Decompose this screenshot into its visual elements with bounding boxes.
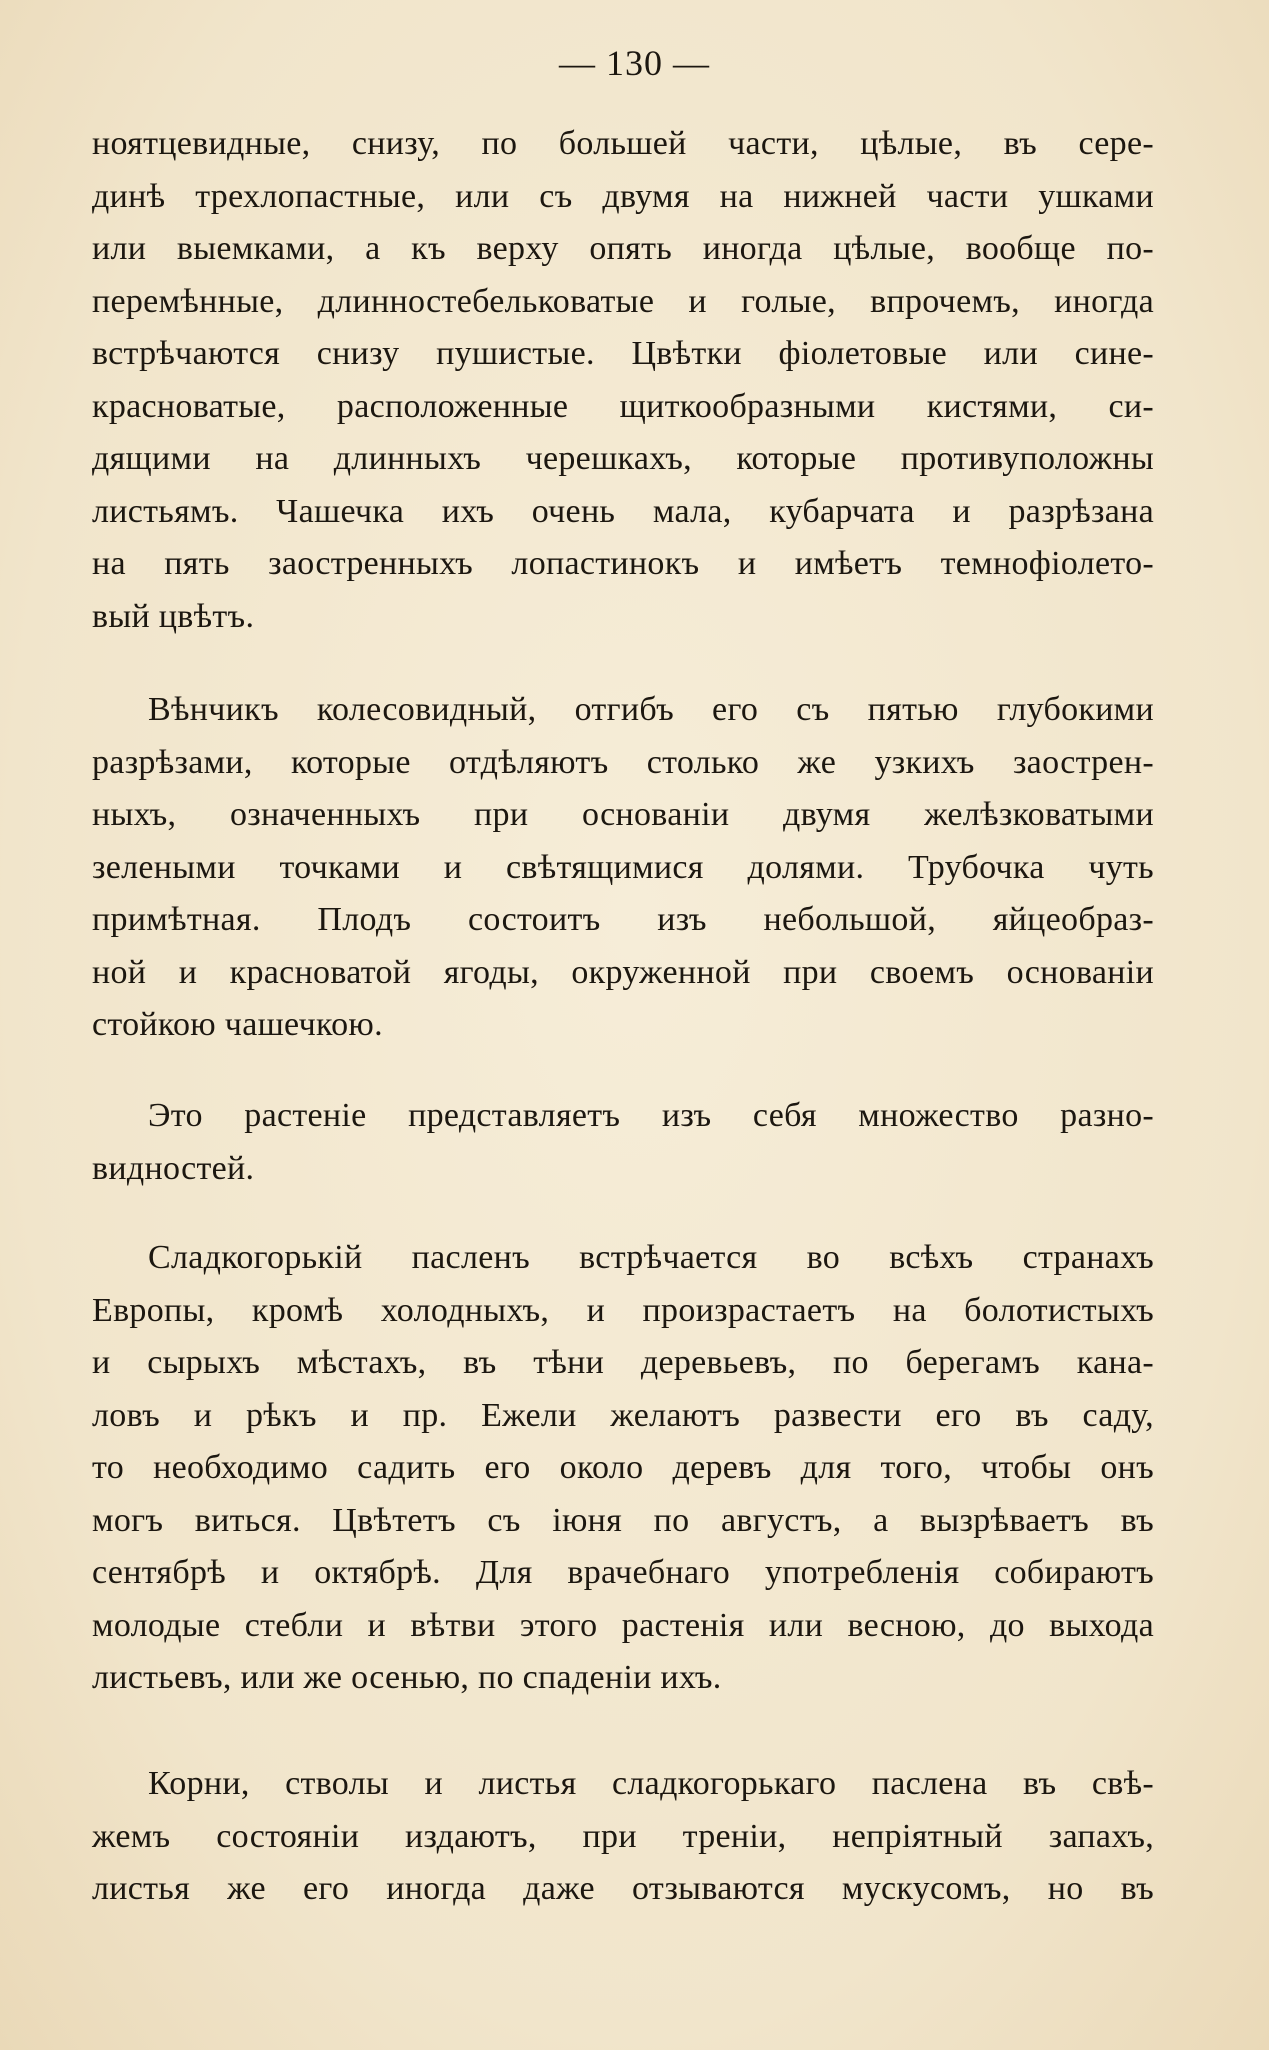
paragraph-2 bbox=[92, 684, 1154, 1052]
text-line: и сырыхъ мѣстахъ, въ тѣни деревьевъ, по берегамъ кана- bbox=[92, 1344, 1154, 1381]
text-line: сентябрѣ и октябрѣ. Для врачебнаго употребленія собираютъ bbox=[92, 1554, 1154, 1591]
text-line: видностей. bbox=[92, 1149, 255, 1187]
text-line: молодые стебли и вѣтви этого растенія или весною, до выхода bbox=[92, 1606, 1154, 1644]
text-line: вый цвѣтъ. bbox=[92, 597, 255, 635]
text-line: на пять заостренныхъ лопастинокъ и имѣетъ темнофіолето- bbox=[92, 545, 1154, 582]
text-line: динѣ трехлопастные, или съ двумя на нижней части ушками bbox=[92, 177, 1154, 215]
text-line: Вѣнчикъ колесовидный, отгибъ его съ пятью глубокими bbox=[148, 691, 1154, 728]
text-line: красноватые, расположенные щиткообразными кистями, си- bbox=[92, 387, 1154, 425]
text-line: Европы, кромѣ холодныхъ, и произрастаетъ на болотистыхъ bbox=[92, 1291, 1154, 1329]
text-line: листьевъ, или же осенью, по спаденіи ихъ. bbox=[92, 1659, 722, 1696]
text-line: ной и красноватой ягоды, окруженной при своемъ основаніи bbox=[92, 953, 1154, 991]
text-line: могъ виться. Цвѣтетъ съ іюня по августъ, а вызрѣваетъ въ bbox=[92, 1501, 1154, 1539]
page-number: — 130 — bbox=[559, 43, 710, 83]
text-line: ловъ и рѣкъ и пр. Ежели желаютъ развести его въ саду, bbox=[92, 1396, 1154, 1434]
text-line: листья же его иногда даже отзываются мускусомъ, но въ bbox=[92, 1870, 1154, 1907]
text-line: дящими на длинныхъ черешкахъ, которые противуположны bbox=[92, 440, 1154, 477]
text-line: ноятцевидные, снизу, по большей части, цѣлые, въ сере- bbox=[92, 125, 1154, 162]
text-line: разрѣзами, которые отдѣляютъ столько же узкихъ заострен- bbox=[92, 743, 1154, 781]
paragraph-1 bbox=[92, 118, 1154, 643]
text-line: жемъ состояніи издаютъ, при треніи, непріятный запахъ, bbox=[92, 1817, 1154, 1855]
text-line: листьямъ. Чашечка ихъ очень мала, кубарчата и разрѣзана bbox=[92, 492, 1154, 530]
text-line: стойкою чашечкою. bbox=[92, 1006, 383, 1043]
paragraph-4 bbox=[92, 1232, 1154, 1705]
paragraph-5 bbox=[92, 1758, 1154, 1916]
text-line: перемѣнные, длинностебельковатые и голые, впрочемъ, иногда bbox=[92, 282, 1154, 320]
text-line: встрѣчаются снизу пушистые. Цвѣтки фіолетовые или сине- bbox=[92, 335, 1154, 372]
text-line: то необходимо садить его около деревъ для того, чтобы онъ bbox=[92, 1449, 1154, 1486]
text-line: Это растеніе представляетъ изъ себя множество разно- bbox=[148, 1097, 1154, 1134]
text-line: ныхъ, означенныхъ при основаніи двумя желѣзковатыми bbox=[92, 796, 1154, 833]
text-line: или выемками, а къ верху опять иногда цѣлые, вообще по- bbox=[92, 230, 1154, 267]
text-line: Сладкогорькій пасленъ встрѣчается во всѣхъ странахъ bbox=[148, 1239, 1154, 1276]
text-line: примѣтная. Плодъ состоитъ изъ небольшой, яйцеобраз- bbox=[92, 901, 1154, 938]
text-line: Корни, стволы и листья сладкогорькаго паслена въ свѣ- bbox=[148, 1765, 1154, 1802]
text-line: зелеными точками и свѣтящимися долями. Трубочка чуть bbox=[92, 848, 1154, 886]
paragraph-3 bbox=[92, 1090, 1154, 1195]
